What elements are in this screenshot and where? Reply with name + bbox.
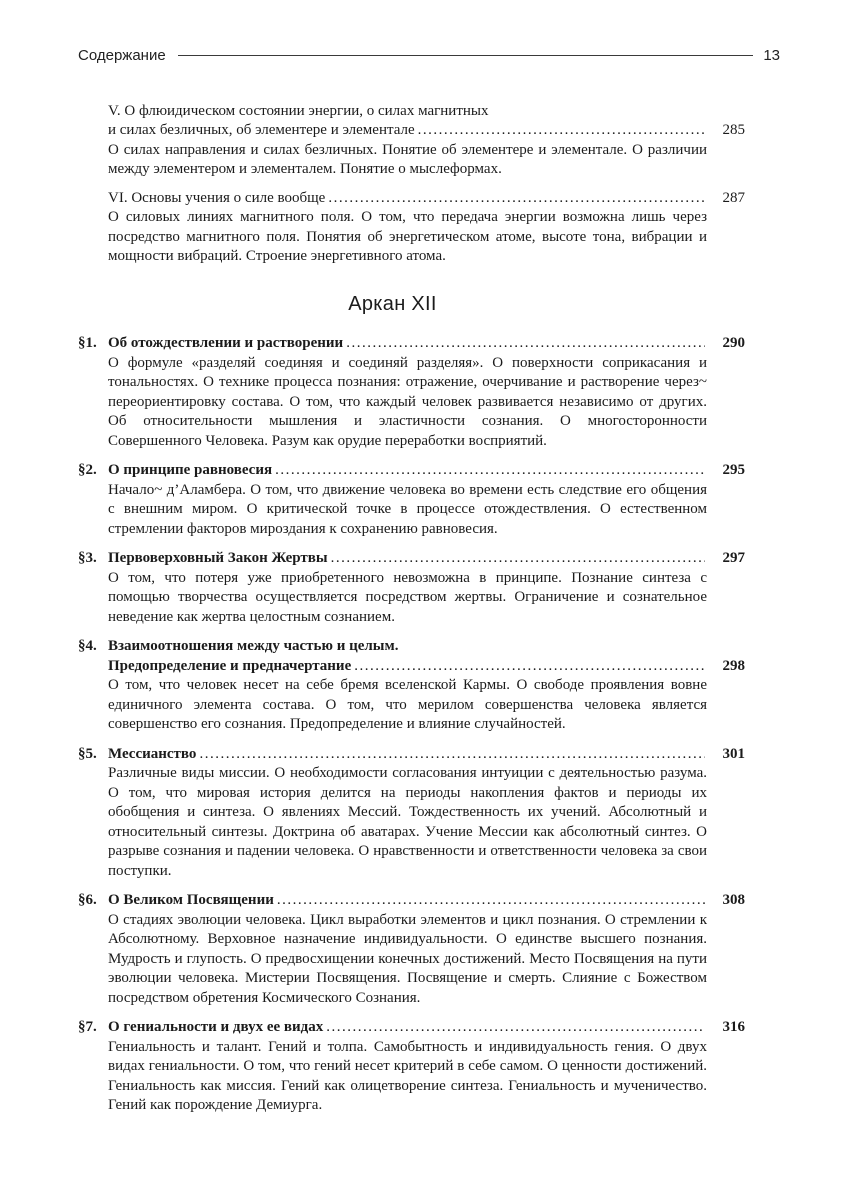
entry-description: О стадиях эволюции человека. Цикл выработки элементов и цикл познания. О стремлении к Абсолютному. Верховное назначение индивидуальности. О единстве высшего познания. Мудрость и глупость. О предвосхищении конечных достижений. Место Посвящения на пути эволюции человека. Мистерии Посвящения. Посвящение и смерть. Слияние с Божеством посредством обретения Космического Сознания. — [108, 911, 707, 1006]
toc-entry-7 — [78, 1018, 745, 1116]
toc-entry-6 — [78, 891, 745, 1008]
paragraph-label: §7. — [78, 1019, 97, 1035]
entry-title-line: Первоверховный Закон Жертвы — [108, 550, 328, 566]
dot-leader — [326, 1018, 705, 1038]
toc-entry-roman-vi — [78, 189, 745, 267]
paragraph-label: §3. — [78, 550, 97, 566]
toc-entry-3 — [78, 549, 745, 627]
entry-title-line: О Великом Посвящении — [108, 892, 274, 908]
entry-description: Начало~ д’Аламбера. О том, что движение человека во времени есть следствие его общения с внешним миром. О критической точке в процессе отождествления. О естественном стремлении факторов мироздания к сохранению равновесия. — [108, 481, 707, 537]
entry-page-ref: 316 — [722, 1019, 745, 1035]
entry-title-line: Мессианство — [108, 745, 197, 762]
entry-title-line: и силах безличных, об элементере и элементале — [108, 122, 415, 138]
header-page-number: 13 — [763, 47, 780, 64]
entry-page-ref: 285 — [722, 122, 745, 138]
entry-page-ref: 287 — [722, 189, 745, 206]
entry-title-line: О гениальности и двух ее видах — [108, 1019, 324, 1035]
entry-page-ref: 301 — [722, 745, 745, 762]
entry-title-line: V. О флюидическом состоянии энергии, о силах магнитных — [108, 102, 489, 119]
dot-leader — [275, 461, 705, 481]
entry-description: Гениальность и талант. Гений и толпа. Самобытность и индивидуальность гения. О двух видах гениальности. О том, что гений несет критерий в себе самом. О ценности достижений. Гениальность как миссия. Гений как олицетворение синтеза. Гениальность и мученичество. Гений как порождение Демиурга. — [108, 1038, 707, 1113]
entry-leader-row — [108, 891, 745, 911]
dot-leader — [277, 891, 705, 911]
dot-leader — [346, 334, 705, 354]
entry-leader-row — [108, 189, 745, 209]
paragraph-label: §6. — [78, 892, 97, 908]
entry-description: О силовых линиях магнитного поля. О том, что передача энергии возможна лишь через посредство магнитного поля. Понятия об энергетическом атоме, высоте тона, вибрации и мощности вибраций. Строение энергетивного атома. — [108, 209, 707, 264]
arcana-heading: Аркан XII — [348, 292, 437, 315]
entry-page-ref: 295 — [722, 462, 745, 478]
entry-title-line: Предопределение и предначертание — [108, 657, 352, 674]
toc-entry-roman-v — [78, 102, 745, 180]
entry-description: О том, что человек несет на себе бремя вселенской Кармы. О свободе проявления вовне единичного элемента состава. О том, что мерилом совершенства человека является совершенство его сознания. Предопределение и влияние случайностей. — [108, 677, 707, 732]
dot-leader — [199, 745, 705, 765]
entry-page-ref: 308 — [722, 892, 745, 908]
paragraph-label: §5. — [78, 745, 97, 762]
entry-leader-row — [108, 745, 745, 765]
entry-description: О том, что потеря уже приобретенного невозможна в принципе. Познание синтеза с помощью творчества осуществляется посредством жертвы. Ограничение и сознательное неведение как жертва целостным сознанием. — [108, 569, 707, 625]
entry-title-line: VI. Основы учения о силе вообще — [108, 189, 326, 206]
entry-leader-row — [108, 334, 745, 354]
dot-leader — [354, 657, 705, 677]
entry-page-ref: 290 — [722, 335, 745, 351]
toc-entry-1 — [78, 334, 745, 451]
entry-description: О формуле «разделяй соединяя и соединяй разделяя». О поверхности соприкасания и тональностях. О технике процесса познания: отражение, очерчивание и растворение через~ переориентировку состава. О том, что каждый человек развивается независимо от других. Об относительности мышления и эластичности сознания. О многосторонности Совершенного Человека. Разум как орудие переработки восприятий. — [108, 354, 707, 449]
paragraph-label: §1. — [78, 335, 97, 351]
dot-leader — [328, 189, 705, 209]
paragraph-label: §2. — [78, 462, 97, 478]
dot-leader — [331, 549, 705, 569]
toc-entry-4 — [78, 637, 745, 735]
entry-leader-row — [108, 657, 745, 677]
entry-leader-row — [108, 549, 745, 569]
header-rule — [178, 55, 754, 56]
entry-title-line: О принципе равновесия — [108, 462, 273, 478]
entry-leader-row — [108, 1018, 745, 1038]
entry-leader-row — [108, 121, 745, 141]
entry-page-ref: 298 — [722, 657, 745, 674]
entry-page-ref: 297 — [722, 550, 745, 566]
entry-title-line: Взаимоотношения между частью и целым. — [108, 638, 399, 654]
entry-title-line: Об отождествлении и растворении — [108, 335, 344, 351]
toc-entry-5 — [78, 745, 745, 882]
contents-label: Содержание — [78, 47, 166, 64]
dot-leader — [418, 121, 705, 141]
paragraph-label: §4. — [78, 638, 97, 654]
entry-description: Различные виды миссии. О необходимости согласования интуиции с деятельностью разума. О том, что мировая история делится на периоды накопления фактов и периоды их обобщения и синтеза. О явлениях Мессий. Тождественность их учений. Абсолютный и относительный синтезы. Доктрина об аватарах. Учение Мессии как абсолютный синтез. О разрыве сознания и падении человека. О нравственности и ответственности человека за свои поступки. — [108, 765, 707, 879]
toc-entry-2 — [78, 461, 745, 539]
page-header — [78, 46, 780, 66]
entry-leader-row — [108, 461, 745, 481]
entry-description: О силах направления и силах безличных. Понятие об элементере и элементале. О различии между элементером и элементалем. Понятие о мыслеформах. — [108, 141, 707, 177]
